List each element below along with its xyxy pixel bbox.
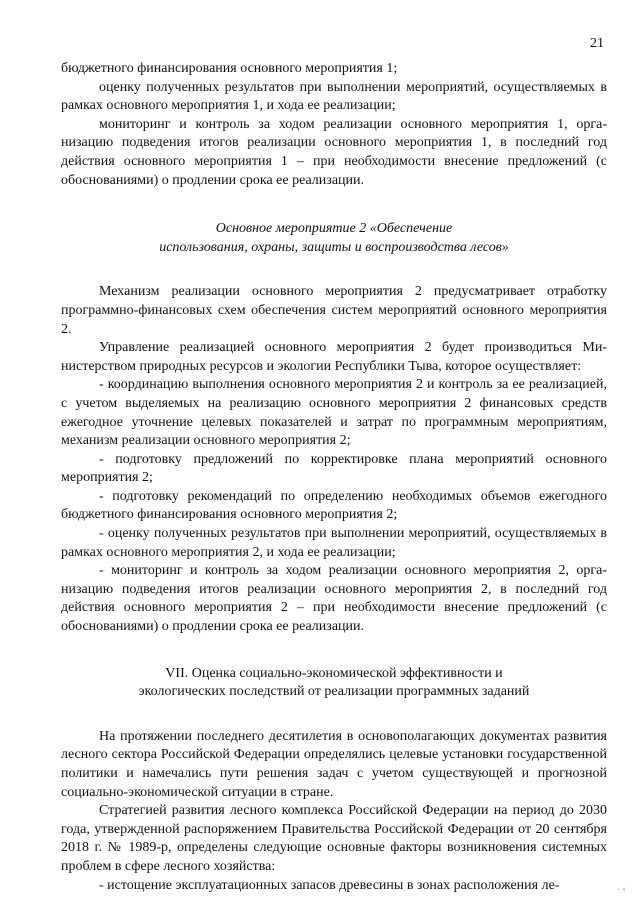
section-heading-main-activity-2 — [61, 220, 607, 257]
section-heading-line: использования, охраны, защиты и воспроизводства лесов» — [159, 239, 509, 255]
paragraph: Управление реализацией основного мероприятия 2 будет производиться Министерством природных ресурсов и экологии Республики Тыва, которое осуществляет: — [61, 340, 607, 374]
section-heading-line: VII. Оценка социально-экономической эффективности и — [165, 665, 503, 681]
section-heading-line: экологических последствий от реализации программных заданий — [138, 684, 530, 700]
list-item: - оценку полученных результатов при выполнении мероприятий, осуществляемых в рамках основного мероприятия 2, и хода ее реализации; — [61, 526, 607, 560]
paragraph: бюджетного финансирования основного мероприятия 1; — [61, 61, 398, 76]
paragraph: оценку полученных результатов при выполнении мероприятий, осуществляемых в рамках основного мероприятия 1, и хода ее реализации; — [61, 79, 607, 114]
list-item: - мониторинг и контроль за ходом реализации основного мероприятия 2, организацию подведения итогов реализации основного мероприятия 2, в последний год действия основного мероприятия 2 – при необходимости внесение предложений (с обоснованиями) о продлении срока ее реализации. — [61, 563, 607, 635]
scan-corner-mark: · ‹ — [616, 885, 626, 895]
list-item: - истощение эксплуатационных запасов древесины в зонах расположения ле- — [99, 877, 560, 893]
paragraph: На протяжении последнего десятилетия в основополагающих документах развития лесного сектора Российской Федерации определялись целевые установки государственной политики и намечались пути решения задач с учетом существующей и прогнозной социально-экономической ситуации в стране. — [61, 728, 607, 800]
list-item: - подготовку рекомендаций по определению необходимых объемов ежегодного бюджетного финансирования основного мероприятия 2; — [61, 488, 607, 523]
paragraph: Стратегией развития лесного комплекса Российской Федерации на период до 2030 года, утвержденной распоряжением Правительства Российской Федерации от 20 сентября 2018 г. № 1989-р, определены следующие основные факторы возникновения системных проблем в сфере лесного хозяйства: — [61, 803, 607, 874]
list-item: - координацию выполнения основного мероприятия 2 и контроль за ее реализацией, с учетом выделяемых на реализацию основного мероприятия 2 финансовых средств ежегодное уточнение целевых показателей и затрат по программным мероприятиям, механизм реализации основного мероприятия 2; — [61, 377, 607, 449]
list-item: - подготовку предложений по корректировке плана мероприятий основного мероприятия 2; — [61, 451, 607, 486]
page-content — [61, 60, 607, 895]
section-heading-vii — [61, 665, 607, 702]
section-heading-line: Основное мероприятие 2 «Обеспечение — [215, 221, 453, 237]
paragraph: Механизм реализации основного мероприятия 2 предусматривает отработку программно-финансовых схем обеспечения систем мероприятий основного мероприятия 2. — [61, 284, 607, 337]
page-number: 21 — [590, 36, 604, 51]
paragraph: мониторинг и контроль за ходом реализации основного мероприятия 1, организацию подведения итогов реализации основного мероприятия 1, в последний год действия основного мероприятия 1 – при необходимости внесение предложений (с обоснованиями) о продлении срока ее реализации. — [61, 116, 607, 188]
